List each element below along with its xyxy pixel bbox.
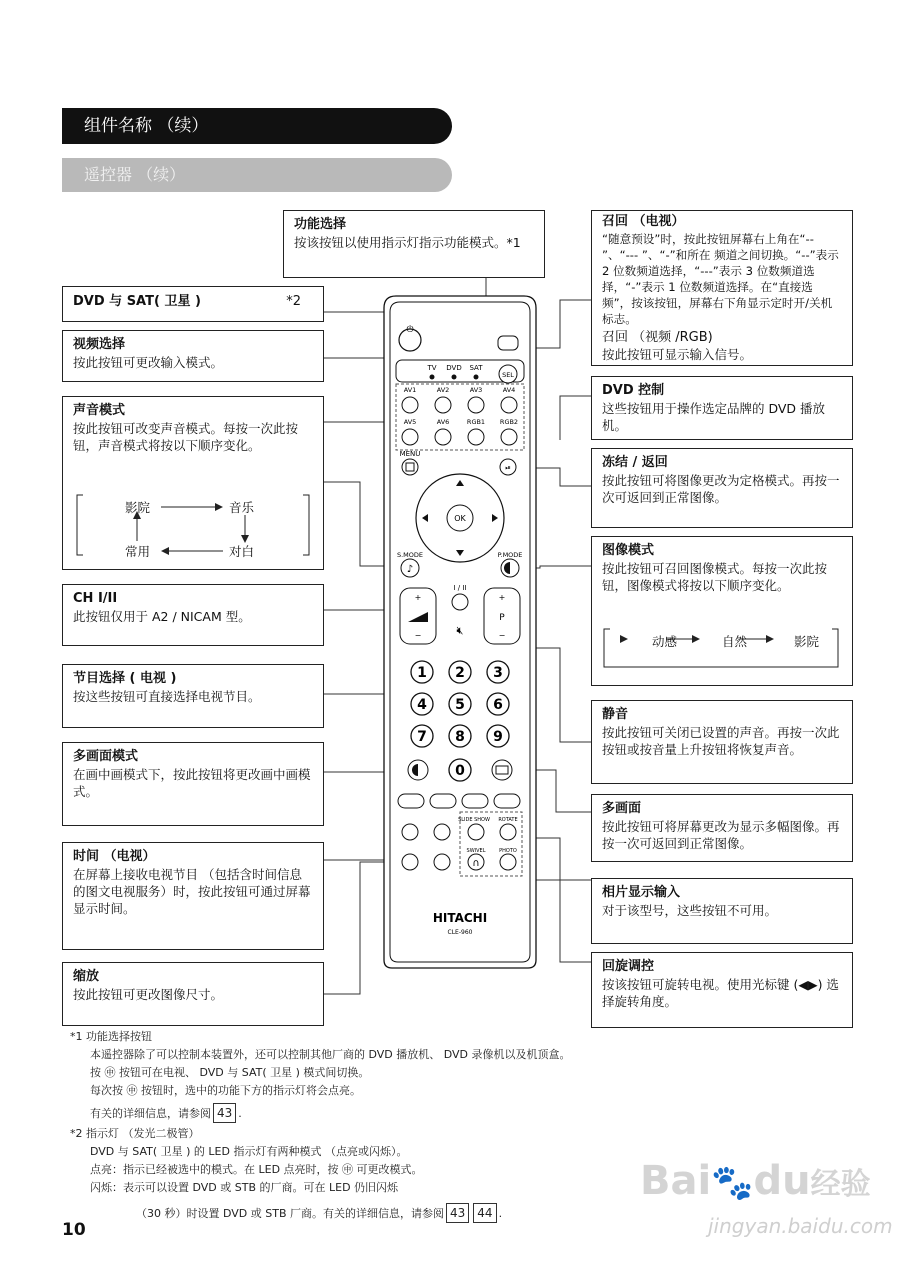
- svg-text:MENU: MENU: [399, 450, 421, 458]
- av-button: [501, 397, 517, 413]
- av-label: AV6: [436, 418, 450, 426]
- svg-text:OK: OK: [454, 514, 466, 523]
- watermark-brand2: du: [753, 1158, 811, 1204]
- box-title: 功能选择: [294, 217, 347, 232]
- svg-text:SAT: SAT: [469, 364, 483, 372]
- box-desc: 此按钮仅用于 A2 / NICAM 型。: [73, 609, 251, 624]
- svg-text:−: −: [498, 631, 506, 640]
- av-button: [468, 397, 484, 413]
- av-label: RGB2: [499, 418, 519, 426]
- box-title: 声音模式: [73, 403, 126, 418]
- svg-text:🔇︎: 🔇︎: [456, 624, 464, 637]
- sound-mode-dialogue: 对白: [229, 544, 255, 559]
- box-desc: “随意预设”时，按此按钮屏幕右上角在“-- ”、“--- ”、“-”和所在 频道之间切换。“--”表示 2 位数频道选择，“---”表示 3 位数频道选择，“-”表示 1 位数频道选择。在“直接选频”，按该按钮，屏幕右下角显示定时开/关机标志。: [602, 232, 839, 326]
- watermark-logo: Bai🐾du经验: [640, 1158, 871, 1204]
- box-title: 时间 （电视）: [73, 849, 156, 864]
- box-desc: 按此按钮可将屏幕更改为显示多幅图像。再按一次可返回到正常图像。: [602, 819, 840, 851]
- svg-text:SLIDE SHOW: SLIDE SHOW: [458, 817, 490, 823]
- box-desc: 按该按钮以使用指示灯指示功能模式。*1: [294, 235, 521, 250]
- svg-text:+: +: [414, 593, 422, 602]
- box-title: 冻结 / 返回: [602, 455, 668, 470]
- box-desc: 按此按钮可召回图像模式。每按一次此按钮，图像模式将按以下顺序变化。: [602, 561, 828, 593]
- svg-text:SEL: SEL: [502, 371, 514, 379]
- svg-text:HITACHI: HITACHI: [432, 911, 488, 925]
- digit-label: 5: [455, 697, 465, 713]
- footnote-1: *1 功能选择按钮 本遥控器除了可以控制本装置外，还可以控制其他厂商的 DVD 播放机、 DVD 录像机以及机顶盒。 按 ㊥ 按钮可在电视、 DVD 与 SAT( 卫星 ) 模式间切换。 每次按 ㊥ 按钮时，选中的功能下方的指示灯将会点亮。 有关的详细信息，请参阅 43 . *2 指示灯 （发光二极管） DVD 与 SAT( 卫星 ) 的 LED 指示灯有两种模式 （点亮或闪烁）。 点亮：指示已经被选中的模式。在 LED 点亮时，按 ㊥ 可更改模式。 闪烁：表示可以设置 DVD 或 STB 的厂商。可在 LED 仍旧闪烁 （30 秒）时设置 DVD 或 STB 厂商。有关的详细信息，请参阅 43 44 .: [70, 1028, 571, 1223]
- box-title: 多画面模式: [73, 749, 139, 764]
- digit-label: 1: [417, 665, 427, 681]
- av-label: RGB1: [466, 418, 486, 426]
- svg-text:TV: TV: [427, 364, 437, 372]
- page-ref-43[interactable]: 43: [446, 1203, 469, 1223]
- picture-mode-cinema: 影院: [794, 634, 820, 649]
- footnote-line: 有关的详细信息，请参阅: [90, 1107, 211, 1120]
- svg-text:⏯: ⏯: [505, 464, 511, 472]
- av-button: [402, 429, 418, 445]
- av-button: [501, 429, 517, 445]
- picture-mode-natural: 自然: [722, 634, 748, 649]
- sound-mode-normal: 常用: [125, 544, 151, 559]
- footnote-title: *2 指示灯 （发光二极管）: [70, 1127, 200, 1140]
- av-button: [402, 397, 418, 413]
- recall-button: [498, 336, 518, 350]
- footnote-line: 按 ㊥ 按钮可在电视、 DVD 与 SAT( 卫星 ) 模式间切换。: [90, 1066, 370, 1079]
- box-desc: 在屏幕上接收电视节目 （包括含时间信息的图文电视服务）时，按此按钮可通过屏幕显示时间。: [73, 867, 311, 916]
- subsection-title: 遥控器 （续）: [84, 165, 186, 184]
- box-title: CH I/II: [73, 591, 118, 606]
- box-desc: 按此按钮可更改输入模式。: [73, 355, 224, 370]
- box-title: 节目选择 ( 电视 ): [73, 671, 177, 686]
- watermark-cn: 经验: [810, 1167, 871, 1202]
- digit-label: 9: [493, 729, 503, 745]
- box-desc: 按此按钮可改变声音模式。每按一次此按钮，声音模式将按以下顺序变化。: [73, 421, 299, 453]
- box-title-recall-video: 召回 （视频 /RGB): [602, 330, 713, 345]
- footnote-line: 点亮：指示已经被选中的模式。在 LED 点亮时，按 ㊥ 可更改模式。: [90, 1163, 423, 1176]
- footnote-line: （30 秒）时设置 DVD 或 STB 厂商。有关的详细信息，请参阅: [136, 1207, 444, 1220]
- footnote-title: *1 功能选择按钮: [70, 1030, 152, 1043]
- svg-text:P.MODE: P.MODE: [497, 551, 523, 559]
- watermark-brand: Bai: [640, 1158, 712, 1204]
- box-desc: 按此按钮可显示输入信号。: [602, 347, 753, 362]
- digit-label: 6: [493, 697, 503, 713]
- digit-label: 8: [455, 729, 465, 745]
- box-title: 相片显示输入: [602, 885, 681, 900]
- sound-mode-music: 音乐: [229, 500, 255, 515]
- box-desc: 按此按钮可更改图像尺寸。: [73, 987, 224, 1002]
- av-label: AV4: [502, 386, 516, 394]
- box-desc: 这些按钮用于操作选定品牌的 DVD 播放机。: [602, 401, 826, 433]
- av-label: AV5: [403, 418, 417, 426]
- svg-text:DVD: DVD: [446, 364, 462, 372]
- av-label: AV3: [469, 386, 483, 394]
- av-button: [468, 429, 484, 445]
- page-ref-44[interactable]: 44: [473, 1203, 496, 1223]
- svg-text:PHOTO: PHOTO: [499, 848, 517, 854]
- page-ref-43[interactable]: 43: [213, 1103, 236, 1123]
- box-title: 缩放: [73, 969, 100, 984]
- section-title: 组件名称 （续）: [84, 116, 209, 136]
- svg-text:♪: ♪: [406, 564, 414, 575]
- av-button: [435, 429, 451, 445]
- box-title: 召回 （电视）: [602, 214, 685, 229]
- svg-text:+: +: [498, 593, 506, 602]
- picture-mode-dynamic: 动感: [652, 634, 678, 649]
- svg-text:I / II: I / II: [453, 584, 467, 592]
- digit-label: 3: [493, 665, 503, 681]
- box-desc: 对于该型号，这些按钮不可用。: [602, 903, 778, 918]
- svg-text:SWIVEL: SWIVEL: [466, 848, 486, 854]
- footnote-line: 每次按 ㊥ 按钮时，选中的功能下方的指示灯将会点亮。: [90, 1084, 361, 1097]
- box-title: DVD 控制: [602, 383, 665, 398]
- svg-text:CLE-960: CLE-960: [447, 929, 473, 936]
- box-desc: 按此按钮可关闭已设置的声音。再按一次此按钮或按音量上升按钮将恢复声音。: [602, 725, 840, 757]
- footnote-line: 本遥控器除了可以控制本装置外，还可以控制其他厂商的 DVD 播放机、 DVD 录像机以及机顶盒。: [90, 1048, 571, 1061]
- box-title: DVD 与 SAT( 卫星 ): [73, 294, 201, 309]
- box-title: 回旋调控: [602, 959, 655, 974]
- svg-text:P: P: [499, 613, 505, 623]
- svg-text:S.MODE: S.MODE: [396, 551, 424, 559]
- box-title: 多画面: [602, 801, 642, 816]
- box-desc: 按这些按钮可直接选择电视节目。: [73, 689, 261, 704]
- box-title: 视频选择: [73, 337, 126, 352]
- av-button: [435, 397, 451, 413]
- box-desc: 按该按钮可旋转电视。使用光标键 (◀▶) 选择旋转角度。: [602, 977, 839, 1009]
- digit-label: 2: [455, 665, 465, 681]
- av-label: AV1: [403, 386, 417, 394]
- av-label: AV2: [436, 386, 450, 394]
- footnote-line: DVD 与 SAT( 卫星 ) 的 LED 指示灯有两种模式 （点亮或闪烁）。: [90, 1145, 408, 1158]
- footnote-line: 闪烁：表示可以设置 DVD 或 STB 的厂商。可在 LED 仍旧闪烁: [90, 1181, 399, 1194]
- page-number: 10: [62, 1220, 86, 1240]
- svg-text:−: −: [414, 631, 422, 640]
- box-title: 静音: [602, 707, 629, 722]
- box-desc: 在画中画模式下，按此按钮将更改画中画模式。: [73, 767, 311, 799]
- watermark-url: jingyan.baidu.com: [708, 1214, 893, 1238]
- svg-text:⏻: ⏻: [406, 325, 414, 335]
- box-desc: 按此按钮可将图像更改为定格模式。再按一次可返回到正常图像。: [602, 473, 840, 505]
- digit-label: 0: [455, 763, 465, 779]
- digit-label: 7: [417, 729, 427, 745]
- svg-text:ROTATE: ROTATE: [498, 817, 518, 823]
- sound-mode-cinema: 影院: [125, 500, 151, 515]
- svg-text:∩: ∩: [472, 858, 480, 869]
- box-title: 图像模式: [602, 543, 655, 558]
- digit-label: 4: [417, 697, 427, 713]
- footnote-ref: *2: [286, 294, 301, 309]
